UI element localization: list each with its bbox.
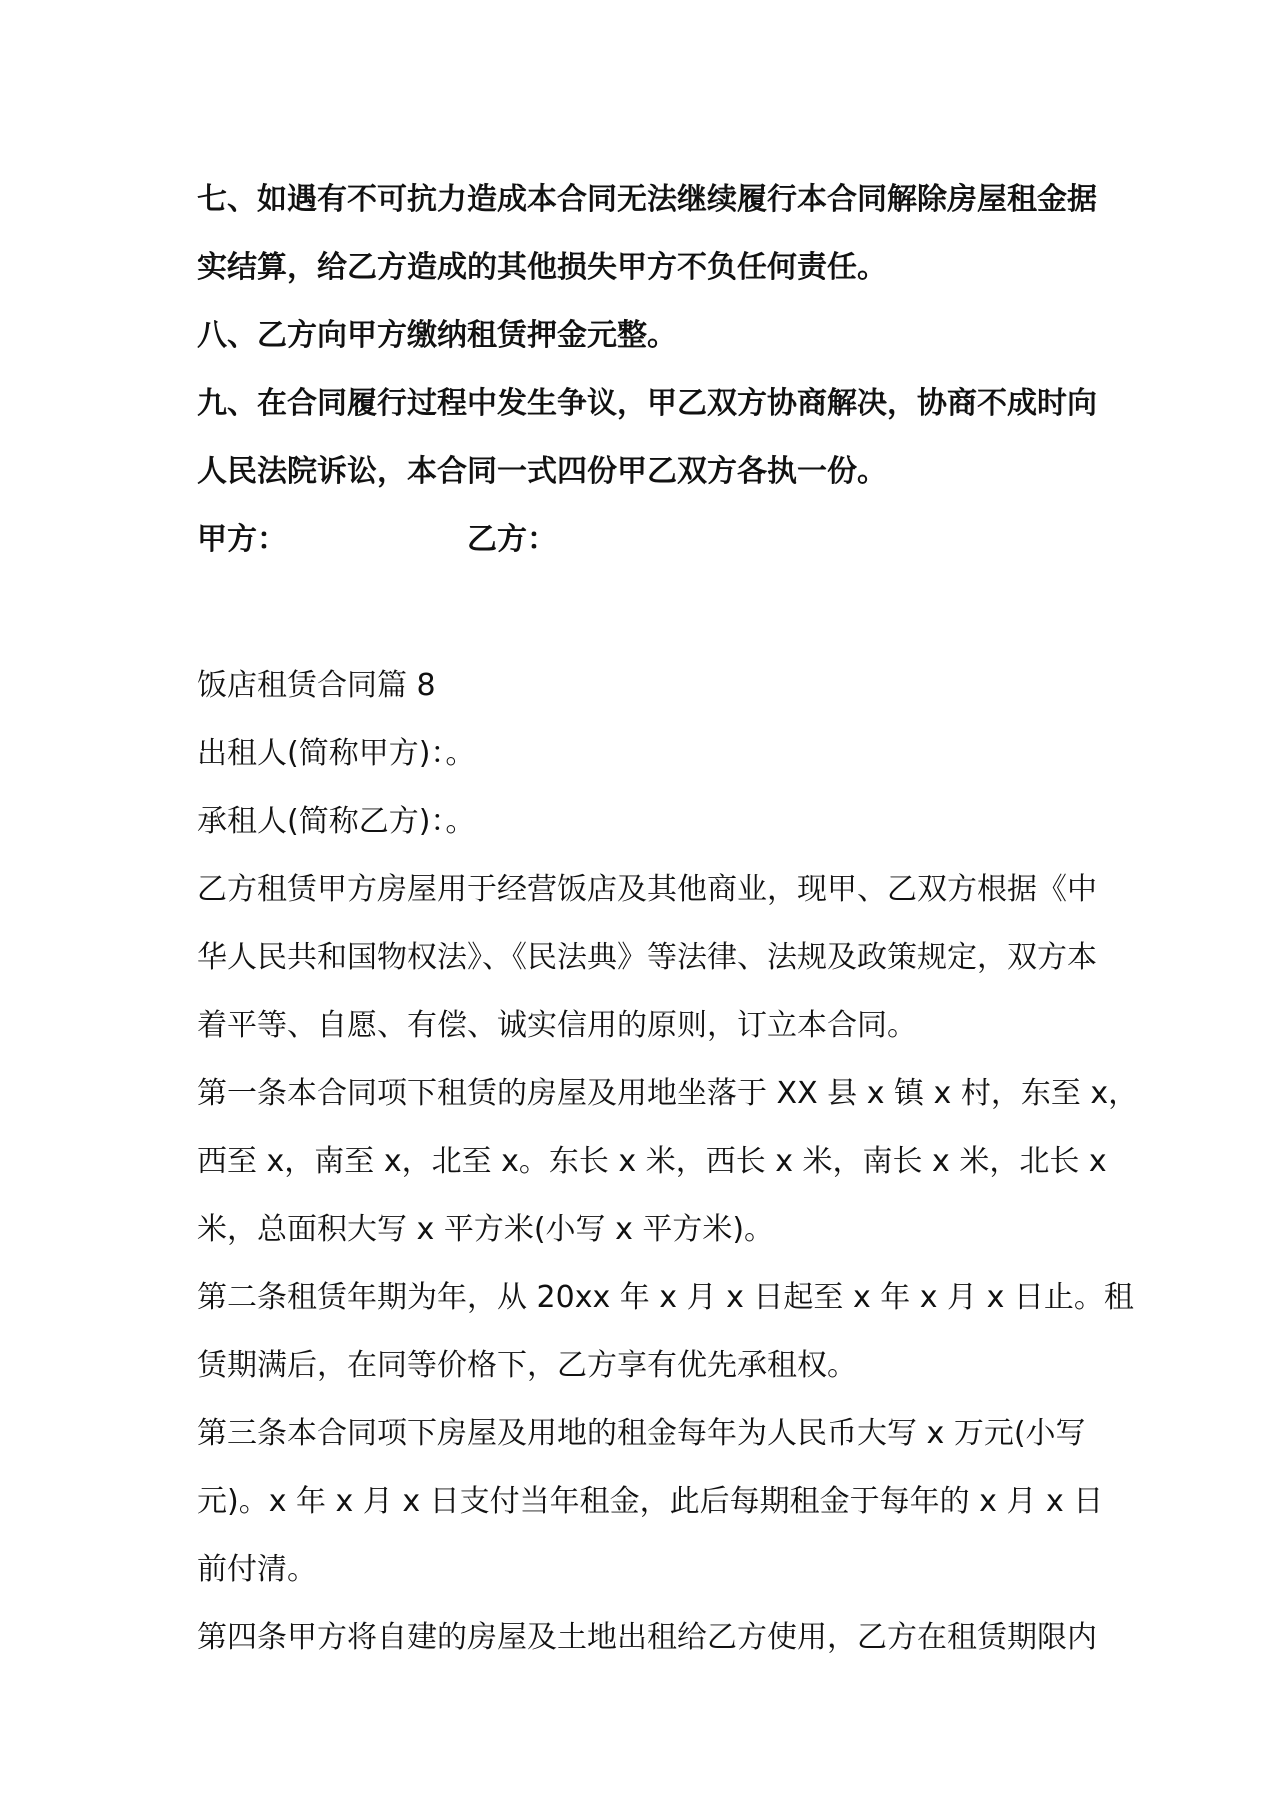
article-2-line-2: 赁期满后，在同等价格下，乙方享有优先承租权。 (197, 1348, 857, 1383)
clause-7-line-2: 实结算，给乙方造成的其他损失甲方不负任何责任。 (197, 250, 887, 285)
article-3-line-3: 前付清。 (197, 1552, 317, 1587)
intro-line-2: 华人民共和国物权法》、《民法典》等法律、法规及政策规定，双方本 (197, 940, 1097, 975)
article-4-line-1: 第四条甲方将自建的房屋及土地出租给乙方使用，乙方在租赁期限内 (197, 1620, 1097, 1655)
article-1-line-2: 西至 x，南至 x，北至 x。东长 x 米，西长 x 米，南长 x 米，北长 x (197, 1144, 1107, 1179)
lessee-line: 承租人(简称乙方)：。 (197, 804, 476, 839)
lessor-line: 出租人(简称甲方)：。 (197, 736, 476, 771)
party-b-label: 乙方： (467, 522, 557, 557)
article-2-line-1: 第二条租赁年期为年，从 20xx 年 x 月 x 日起至 x 年 x 月 x 日止。租 (197, 1280, 1134, 1315)
intro-line-1: 乙方租赁甲方房屋用于经营饭店及其他商业，现甲、乙双方根据《中 (197, 872, 1097, 907)
article-1-line-3: 米，总面积大写 x 平方米(小写 x 平方米)。 (197, 1212, 775, 1247)
intro-line-3: 着平等、自愿、有偿、诚实信用的原则，订立本合同。 (197, 1008, 917, 1043)
clause-9-line-1: 九、在合同履行过程中发生争议，甲乙双方协商解决，协商不成时向 (197, 386, 1097, 421)
section-gap (197, 574, 1097, 652)
party-a-label: 甲方： (197, 522, 287, 557)
article-1-line-1: 第一条本合同项下租赁的房屋及用地坐落于 XX 县 x 镇 x 村，东至 x， (197, 1076, 1139, 1111)
signature-row (197, 506, 1097, 574)
clause-9-line-2: 人民法院诉讼，本合同一式四份甲乙双方各执一份。 (197, 454, 887, 489)
document-body (197, 166, 1139, 1672)
article-3-line-1: 第三条本合同项下房屋及用地的租金每年为人民币大写 x 万元(小写 (197, 1416, 1086, 1451)
clause-8: 八、乙方向甲方缴纳租赁押金元整。 (197, 318, 677, 353)
article-3-line-2: 元)。x 年 x 月 x 日支付当年租金，此后每期租金于每年的 x 月 x 日 (197, 1484, 1104, 1519)
clause-7-line-1: 七、如遇有不可抗力造成本合同无法继续履行本合同解除房屋租金据 (197, 182, 1097, 217)
contract-title: 饭店租赁合同篇 8 (197, 668, 436, 703)
